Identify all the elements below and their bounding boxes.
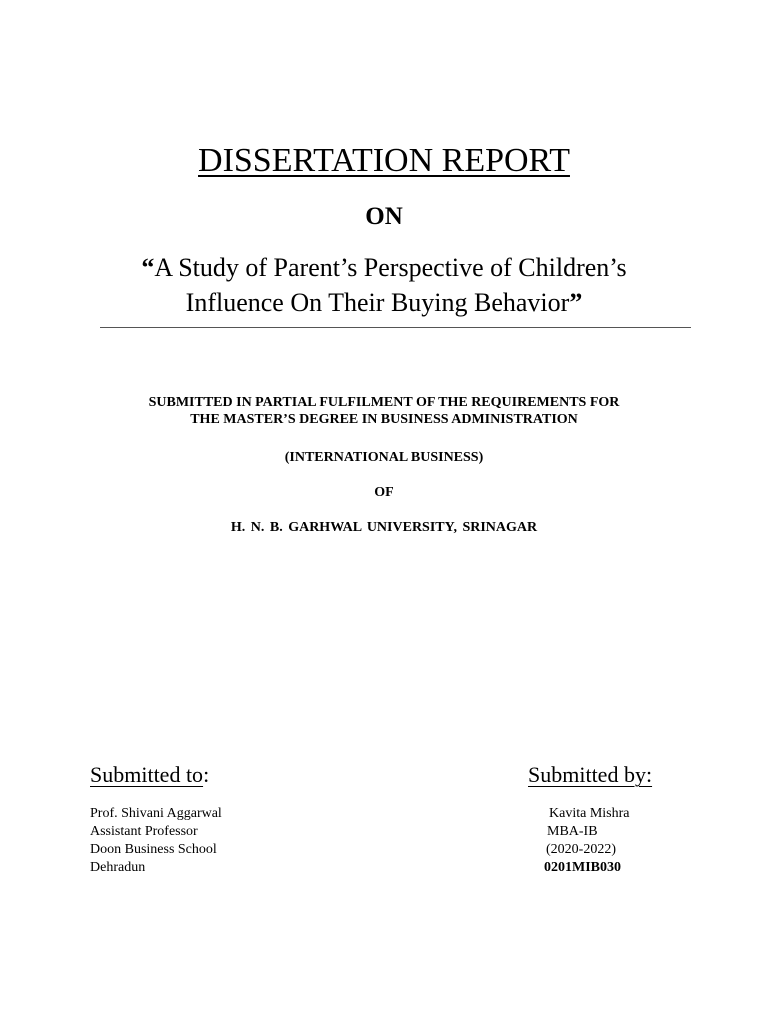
student-name: Kavita Mishra xyxy=(549,806,630,821)
submitted-to-label: Submitted to xyxy=(90,762,204,787)
student-session: (2020-2022) xyxy=(546,842,616,857)
supervisor-institution: Doon Business School xyxy=(90,842,217,857)
horizontal-rule xyxy=(100,327,691,328)
supervisor-name: Prof. Shivani Aggarwal xyxy=(90,806,222,821)
student-roll-number: 0201MIB030 xyxy=(544,860,621,875)
submitted-by-details xyxy=(538,805,629,877)
submitted-by-heading: Submitted by: xyxy=(528,762,653,787)
open-quote: “ xyxy=(141,253,155,282)
dissertation-title: DISSERTATION REPORT xyxy=(198,142,570,179)
study-title-text-2: Influence On Their Buying Behavior xyxy=(185,288,570,317)
supervisor-city: Dehradun xyxy=(90,860,146,875)
study-title-line-2 xyxy=(0,288,768,318)
submitted-to-colon: : xyxy=(203,762,210,787)
study-title-text-1: A Study of Parent’s Perspective of Children’s xyxy=(154,253,627,282)
on-label: ON xyxy=(365,203,403,230)
submission-statement-line-2: THE MASTER’S DEGREE IN BUSINESS ADMINISTRATION xyxy=(190,412,578,427)
specialization: (INTERNATIONAL BUSINESS) xyxy=(284,450,484,465)
study-title-line-1 xyxy=(0,253,768,283)
student-program: MBA-IB xyxy=(547,824,598,839)
submitted-to-details xyxy=(90,805,222,877)
submission-statement-line-1: SUBMITTED IN PARTIAL FULFILMENT OF THE REQUIREMENTS FOR xyxy=(148,395,620,410)
supervisor-designation: Assistant Professor xyxy=(90,824,198,839)
submitted-to-heading xyxy=(90,762,209,788)
university-name: H. N. B. GARHWAL UNIVERSITY, SRINAGAR xyxy=(230,520,538,535)
close-quote: ” xyxy=(569,288,583,317)
of-label: OF xyxy=(374,485,394,500)
